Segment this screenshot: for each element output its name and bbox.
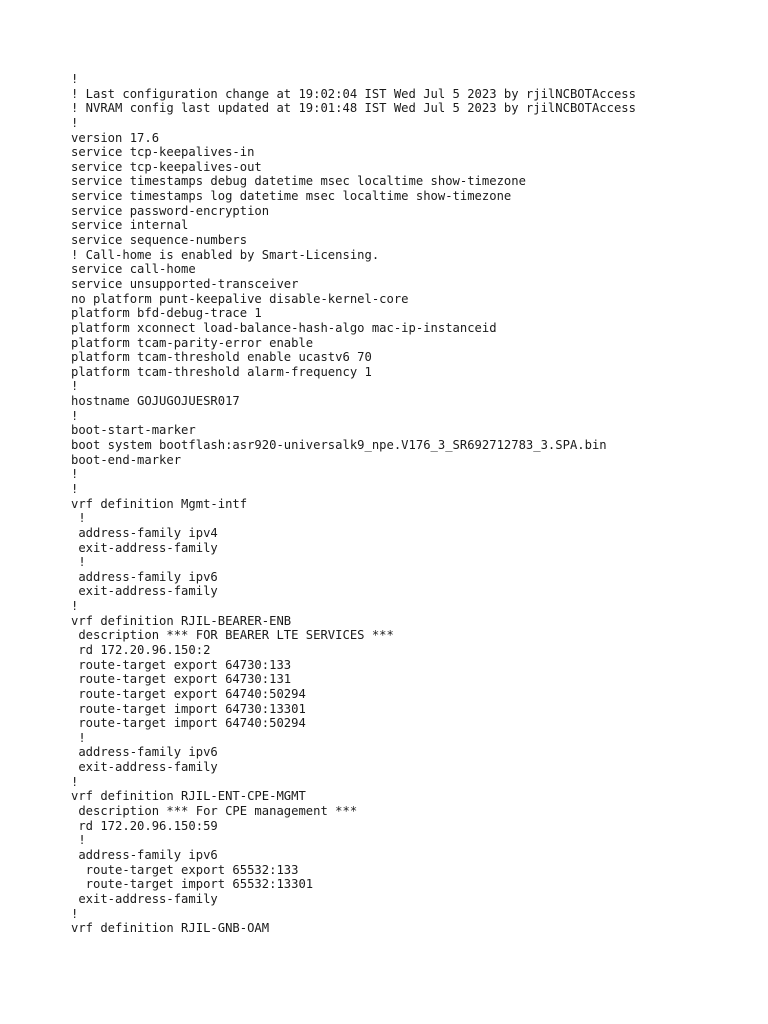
config-line: service timestamps log datetime msec localtime show-timezone: [71, 189, 512, 204]
config-line: !: [71, 555, 86, 570]
config-line: service timestamps debug datetime msec localtime show-timezone: [71, 174, 526, 189]
config-line: route-target export 64740:50294: [71, 686, 306, 701]
config-line: exit-address-family: [71, 540, 218, 555]
config-line: route-target export 64730:131: [71, 672, 292, 687]
config-line: exit-address-family: [71, 584, 218, 599]
config-line: !: [71, 379, 79, 394]
config-line: rd 172.20.96.150:2: [71, 642, 211, 657]
config-line: ! Last configuration change at 19:02:04 IST Wed Jul 5 2023 by rjilNCBOTAccess: [71, 86, 636, 101]
config-line: address-family ipv6: [71, 569, 218, 584]
config-line: !: [71, 72, 79, 86]
config-line: vrf definition RJIL-ENT-CPE-MGMT: [71, 789, 306, 804]
config-line: rd 172.20.96.150:59: [71, 818, 218, 833]
config-line: version 17.6: [71, 130, 160, 145]
config-line: exit-address-family: [71, 760, 218, 775]
config-line: address-family ipv6: [71, 847, 218, 862]
config-line: service call-home: [71, 262, 196, 277]
config-line: boot-start-marker: [71, 423, 196, 438]
config-line: vrf definition RJIL-GNB-OAM: [71, 921, 270, 936]
config-line: !: [71, 730, 86, 745]
config-line: !: [71, 833, 86, 848]
config-line: !: [71, 408, 79, 423]
config-line: route-target export 65532:133: [71, 862, 299, 877]
config-line: address-family ipv4: [71, 525, 218, 540]
config-line: !: [71, 599, 79, 614]
config-line: ! Call-home is enabled by Smart-Licensing.: [71, 247, 380, 262]
config-line: service tcp-keepalives-in: [71, 145, 255, 160]
config-line: route-target import 65532:13301: [71, 877, 314, 892]
config-line: boot system bootflash:asr920-universalk9_npe.V176_3_SR692712783_3.SPA.bin: [71, 438, 607, 453]
config-line: !: [71, 481, 79, 496]
config-line: route-target import 64730:13301: [71, 701, 306, 716]
config-line: route-target export 64730:133: [71, 657, 292, 672]
config-line: platform tcam-threshold enable ucastv6 70: [71, 350, 372, 365]
config-line: platform tcam-parity-error enable: [71, 335, 314, 350]
config-line: vrf definition RJIL-BEARER-ENB: [71, 613, 292, 628]
config-line: !: [71, 467, 79, 482]
config-listing: [71, 72, 636, 936]
config-line: vrf definition Mgmt-intf: [71, 496, 248, 511]
config-line: !: [71, 774, 79, 789]
config-line: platform tcam-threshold alarm-frequency 1: [71, 364, 372, 379]
config-line: !: [71, 906, 79, 921]
config-line: ! NVRAM config last updated at 19:01:48 IST Wed Jul 5 2023 by rjilNCBOTAccess: [71, 101, 636, 116]
config-line: platform bfd-debug-trace 1: [71, 306, 262, 321]
config-line: no platform punt-keepalive disable-kernel-core: [71, 291, 409, 306]
config-line: service sequence-numbers: [71, 233, 248, 248]
config-line: !: [71, 115, 79, 130]
config-line: service internal: [71, 218, 189, 233]
config-line: route-target import 64740:50294: [71, 716, 306, 731]
config-line: !: [71, 511, 86, 526]
config-line: service tcp-keepalives-out: [71, 159, 262, 174]
config-line: service password-encryption: [71, 203, 270, 218]
config-line: address-family ipv6: [71, 745, 218, 760]
config-line: exit-address-family: [71, 891, 218, 906]
config-line: description *** For CPE management ***: [71, 804, 358, 819]
config-line: hostname GOJUGOJUESR017: [71, 394, 240, 409]
config-line: service unsupported-transceiver: [71, 276, 299, 291]
config-line: platform xconnect load-balance-hash-algo mac-ip-instanceid: [71, 320, 497, 335]
config-line: boot-end-marker: [71, 452, 182, 467]
config-line: description *** FOR BEARER LTE SERVICES ***: [71, 628, 394, 643]
